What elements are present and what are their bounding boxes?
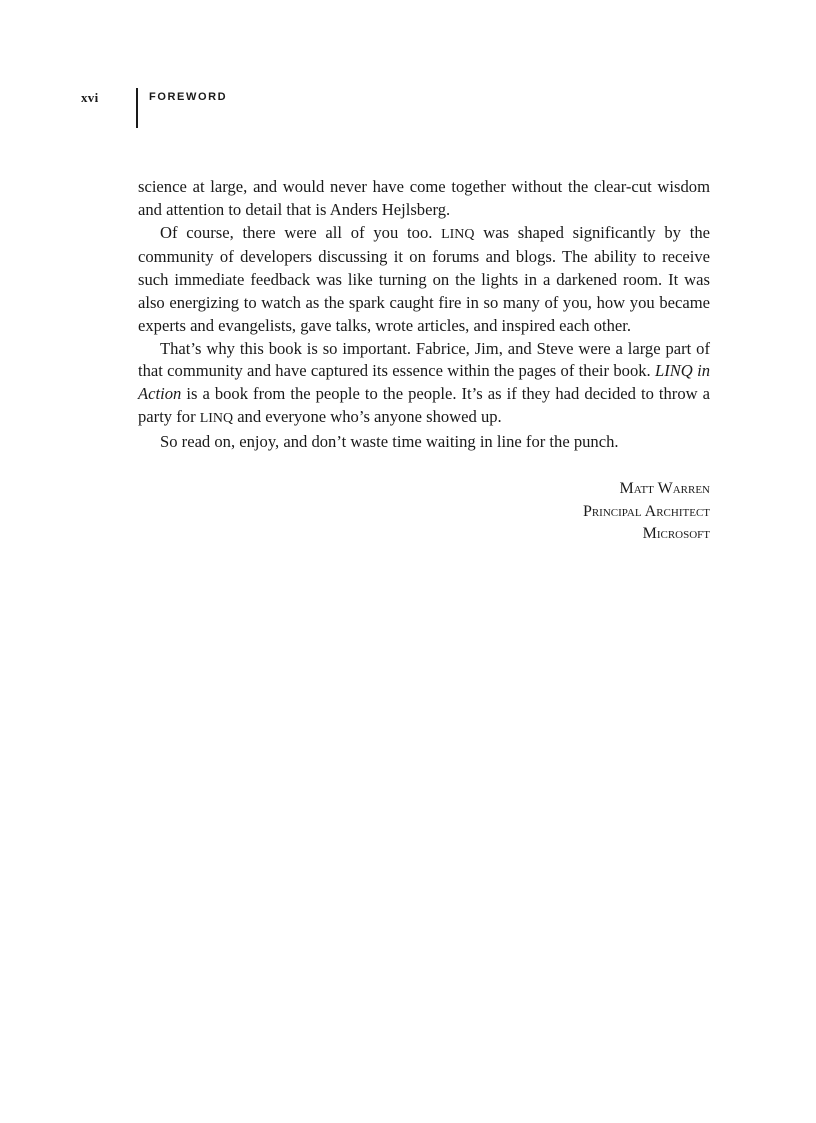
paragraph-3: [138, 338, 710, 431]
signature-block: [583, 478, 710, 546]
author-company: Microsoft: [642, 525, 710, 542]
header-divider: [136, 88, 138, 128]
paragraph-2: [138, 222, 710, 338]
foreword-body: [138, 176, 710, 454]
paragraph-3-text-a: That’s why this book is so important. Fabrice, Jim, and Steve were a large part of that community and have captured its essence within the pages of their book.: [138, 338, 710, 381]
running-head: FOREWORD: [149, 91, 228, 103]
page-number: xvi: [81, 90, 99, 105]
book-title: LINQ in Action: [138, 361, 710, 404]
author-name: Matt Warren: [619, 480, 710, 497]
paragraph-3-text-b: is a book from the people to the people. It’s as if they had decided to throw a party for: [138, 384, 710, 426]
author-title: Principal Architect: [582, 502, 710, 520]
linq-term: LINQ: [441, 226, 475, 242]
linq-term: LINQ: [199, 410, 234, 426]
paragraph-2-text-b: was shaped significantly by the community of developers discussing it on forums and blogs. The ability to receive such immediate feedback was like turning on the lights in a darkened room. It was also energizing to watch as the spark caught fire in so many of you, how you became experts and evangelists, gave talks, wrote articles, and inspired each other.: [138, 222, 710, 335]
paragraph-1: science at large, and would never have come together without the clear-cut wisdom and attention to detail that is Anders Hejlsberg.: [138, 177, 710, 219]
paragraph-2-text-a: Of course, there were all of you too.: [160, 222, 442, 242]
paragraph-4: So read on, enjoy, and don’t waste time waiting in line for the punch.: [160, 431, 619, 451]
paragraph-3-text-c: and everyone who’s anyone showed up.: [233, 406, 502, 426]
